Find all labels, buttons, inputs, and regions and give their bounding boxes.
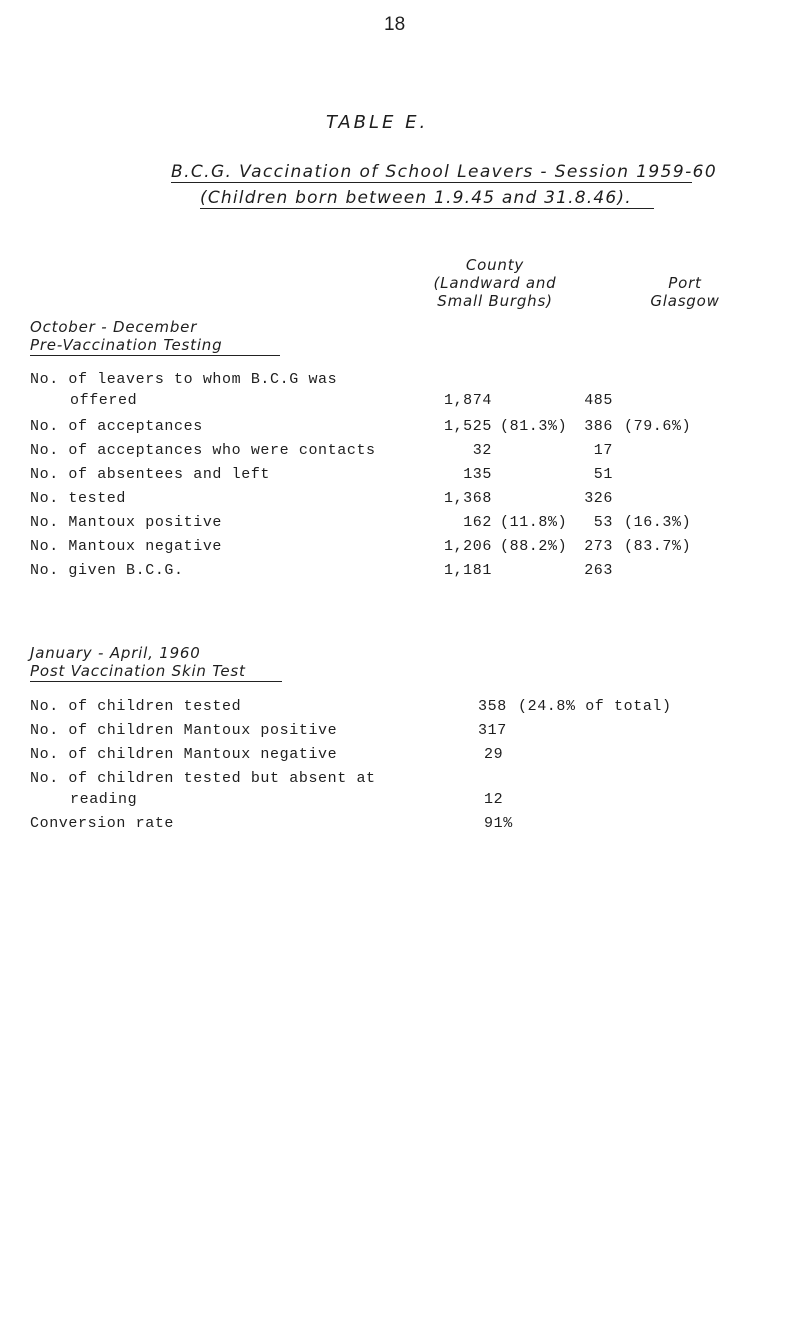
port-value: 17: [593, 442, 613, 459]
post-test-value: 12: [484, 791, 504, 808]
county-value: 32: [472, 442, 492, 459]
column-heading-county-line3: Small Burghs): [437, 292, 553, 310]
post-test-note: (24.8% of total): [518, 698, 672, 715]
county-value: 1,181: [443, 562, 492, 579]
post-test-value: 91%: [484, 815, 513, 832]
port-value: 485: [584, 392, 613, 409]
port-value: 263: [584, 562, 613, 579]
table-row-label: No. Mantoux positive: [30, 514, 223, 531]
county-percent: (81.3%): [500, 418, 568, 435]
table-row-label: No. of children tested: [30, 698, 242, 715]
table-row-label: No. Mantoux negative: [30, 538, 223, 555]
column-heading-port-line2: Glasgow: [650, 292, 720, 310]
post-test-value: 29: [484, 746, 504, 763]
section2-heading-title: Post Vaccination Skin Test: [30, 662, 246, 680]
page-number: 18: [384, 14, 406, 35]
table-row-label: No. of acceptances who were contacts: [30, 442, 376, 459]
table-subtitle: B.C.G. Vaccination of School Leavers - Session 1959-60: [171, 162, 718, 182]
county-value: 135: [463, 466, 492, 483]
table-row-label: No. of acceptances: [30, 418, 203, 435]
county-value: 162: [463, 514, 492, 531]
table-row-label-cont: offered: [70, 392, 138, 409]
table-subtitle-period: (Children born between 1.9.45 and 31.8.46).: [200, 188, 632, 208]
port-value: 273: [584, 538, 613, 555]
county-value: 1,525: [443, 418, 492, 435]
section1-heading-underline: [30, 355, 280, 356]
post-test-value: 358: [478, 698, 507, 715]
table-row-label: No. of children Mantoux negative: [30, 746, 338, 763]
port-value: 51: [593, 466, 613, 483]
table-row-label: No. tested: [30, 490, 127, 507]
table-row-label: Conversion rate: [30, 815, 175, 832]
column-heading-port: Port: [668, 274, 702, 292]
section2-heading-period: January - April, 1960: [30, 644, 201, 662]
table-row-label: No. of children Mantoux positive: [30, 722, 338, 739]
section2-heading-underline: [30, 681, 282, 682]
table-title: TABLE E.: [326, 112, 429, 133]
port-percent: (79.6%): [624, 418, 692, 435]
port-percent: (83.7%): [624, 538, 692, 555]
table-row-label: No. given B.C.G.: [30, 562, 184, 579]
county-value: 1,874: [443, 392, 492, 409]
subtitle-underline: [171, 182, 692, 183]
county-percent: (11.8%): [500, 514, 568, 531]
port-value: 53: [593, 514, 613, 531]
port-value: 386: [584, 418, 613, 435]
port-value: 326: [584, 490, 613, 507]
column-heading-county-line2: (Landward and: [433, 274, 557, 292]
post-test-value: 317: [478, 722, 507, 739]
county-value: 1,368: [443, 490, 492, 507]
county-percent: (88.2%): [500, 538, 568, 555]
table-row-label-cont: reading: [70, 791, 138, 808]
county-value: 1,206: [443, 538, 492, 555]
port-percent: (16.3%): [624, 514, 692, 531]
section1-heading-title: Pre-Vaccination Testing: [30, 336, 223, 354]
table-row-label: No. of leavers to whom B.C.G was: [30, 371, 338, 388]
section1-heading-period: October - December: [30, 318, 198, 336]
table-row-label: No. of children tested but absent at: [30, 770, 376, 787]
column-heading-county: County: [465, 256, 525, 274]
period-underline: [200, 208, 654, 209]
table-row-label: No. of absentees and left: [30, 466, 271, 483]
